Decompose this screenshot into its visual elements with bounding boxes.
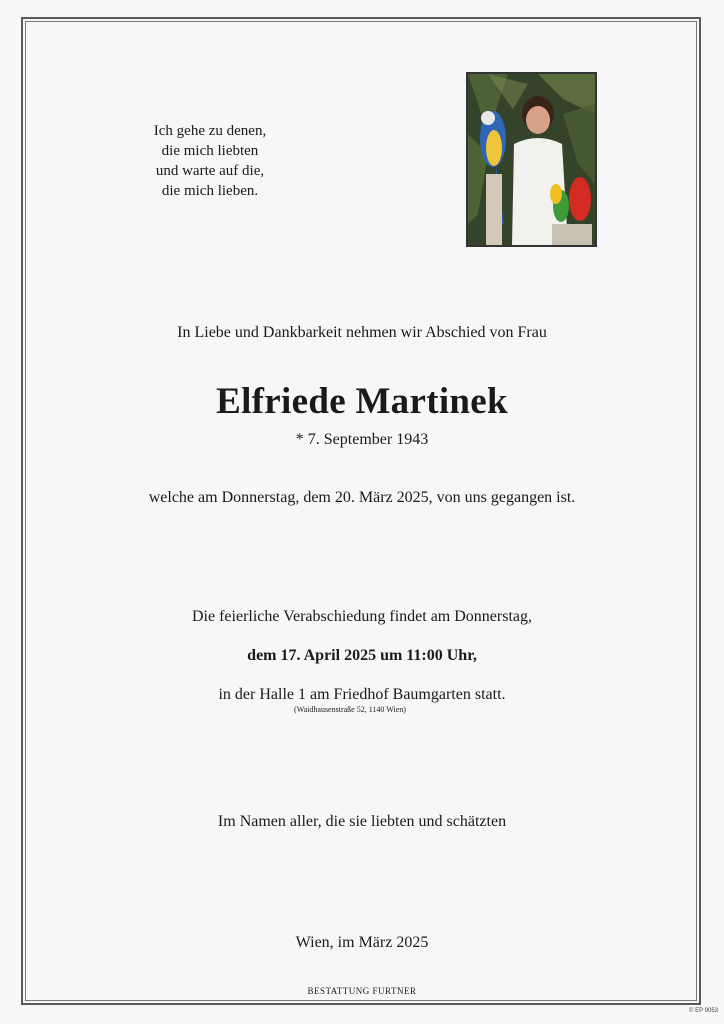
funeral-company: BESTATTUNG FURTNER bbox=[307, 986, 417, 996]
poem-line: und warte auf die, bbox=[155, 163, 265, 179]
portrait-image bbox=[468, 74, 595, 245]
birth-date: * 7. September 1943 bbox=[295, 431, 429, 448]
poem-line: die mich lieben. bbox=[161, 183, 259, 199]
ceremony-date: dem 17. April 2025 um 11:00 Uhr, bbox=[247, 647, 477, 664]
portrait-photo bbox=[466, 72, 597, 247]
death-notice: welche am Donnerstag, dem 20. März 2025, von uns gegangen ist. bbox=[148, 489, 576, 506]
poem bbox=[120, 121, 300, 201]
ceremony-location: in der Halle 1 am Friedhof Baumgarten statt. bbox=[218, 686, 506, 703]
closing-line: Im Namen aller, die sie liebten und schätzten bbox=[217, 813, 507, 830]
farewell-intro: In Liebe und Dankbarkeit nehmen wir Abschied von Frau bbox=[177, 324, 547, 341]
poem-line: Ich gehe zu denen, bbox=[153, 123, 267, 139]
ceremony-text: Die feierliche Verabschiedung findet am Donnerstag, bbox=[191, 608, 533, 625]
poem-line: die mich liebten bbox=[161, 143, 259, 159]
place-date: Wien, im März 2025 bbox=[295, 934, 429, 951]
print-code: © EP 9053 bbox=[689, 1008, 718, 1014]
deceased-name: Elfriede Martinek bbox=[216, 381, 508, 422]
cemetery-address: (Waidhausenstraße 52, 1140 Wien) bbox=[294, 705, 406, 714]
